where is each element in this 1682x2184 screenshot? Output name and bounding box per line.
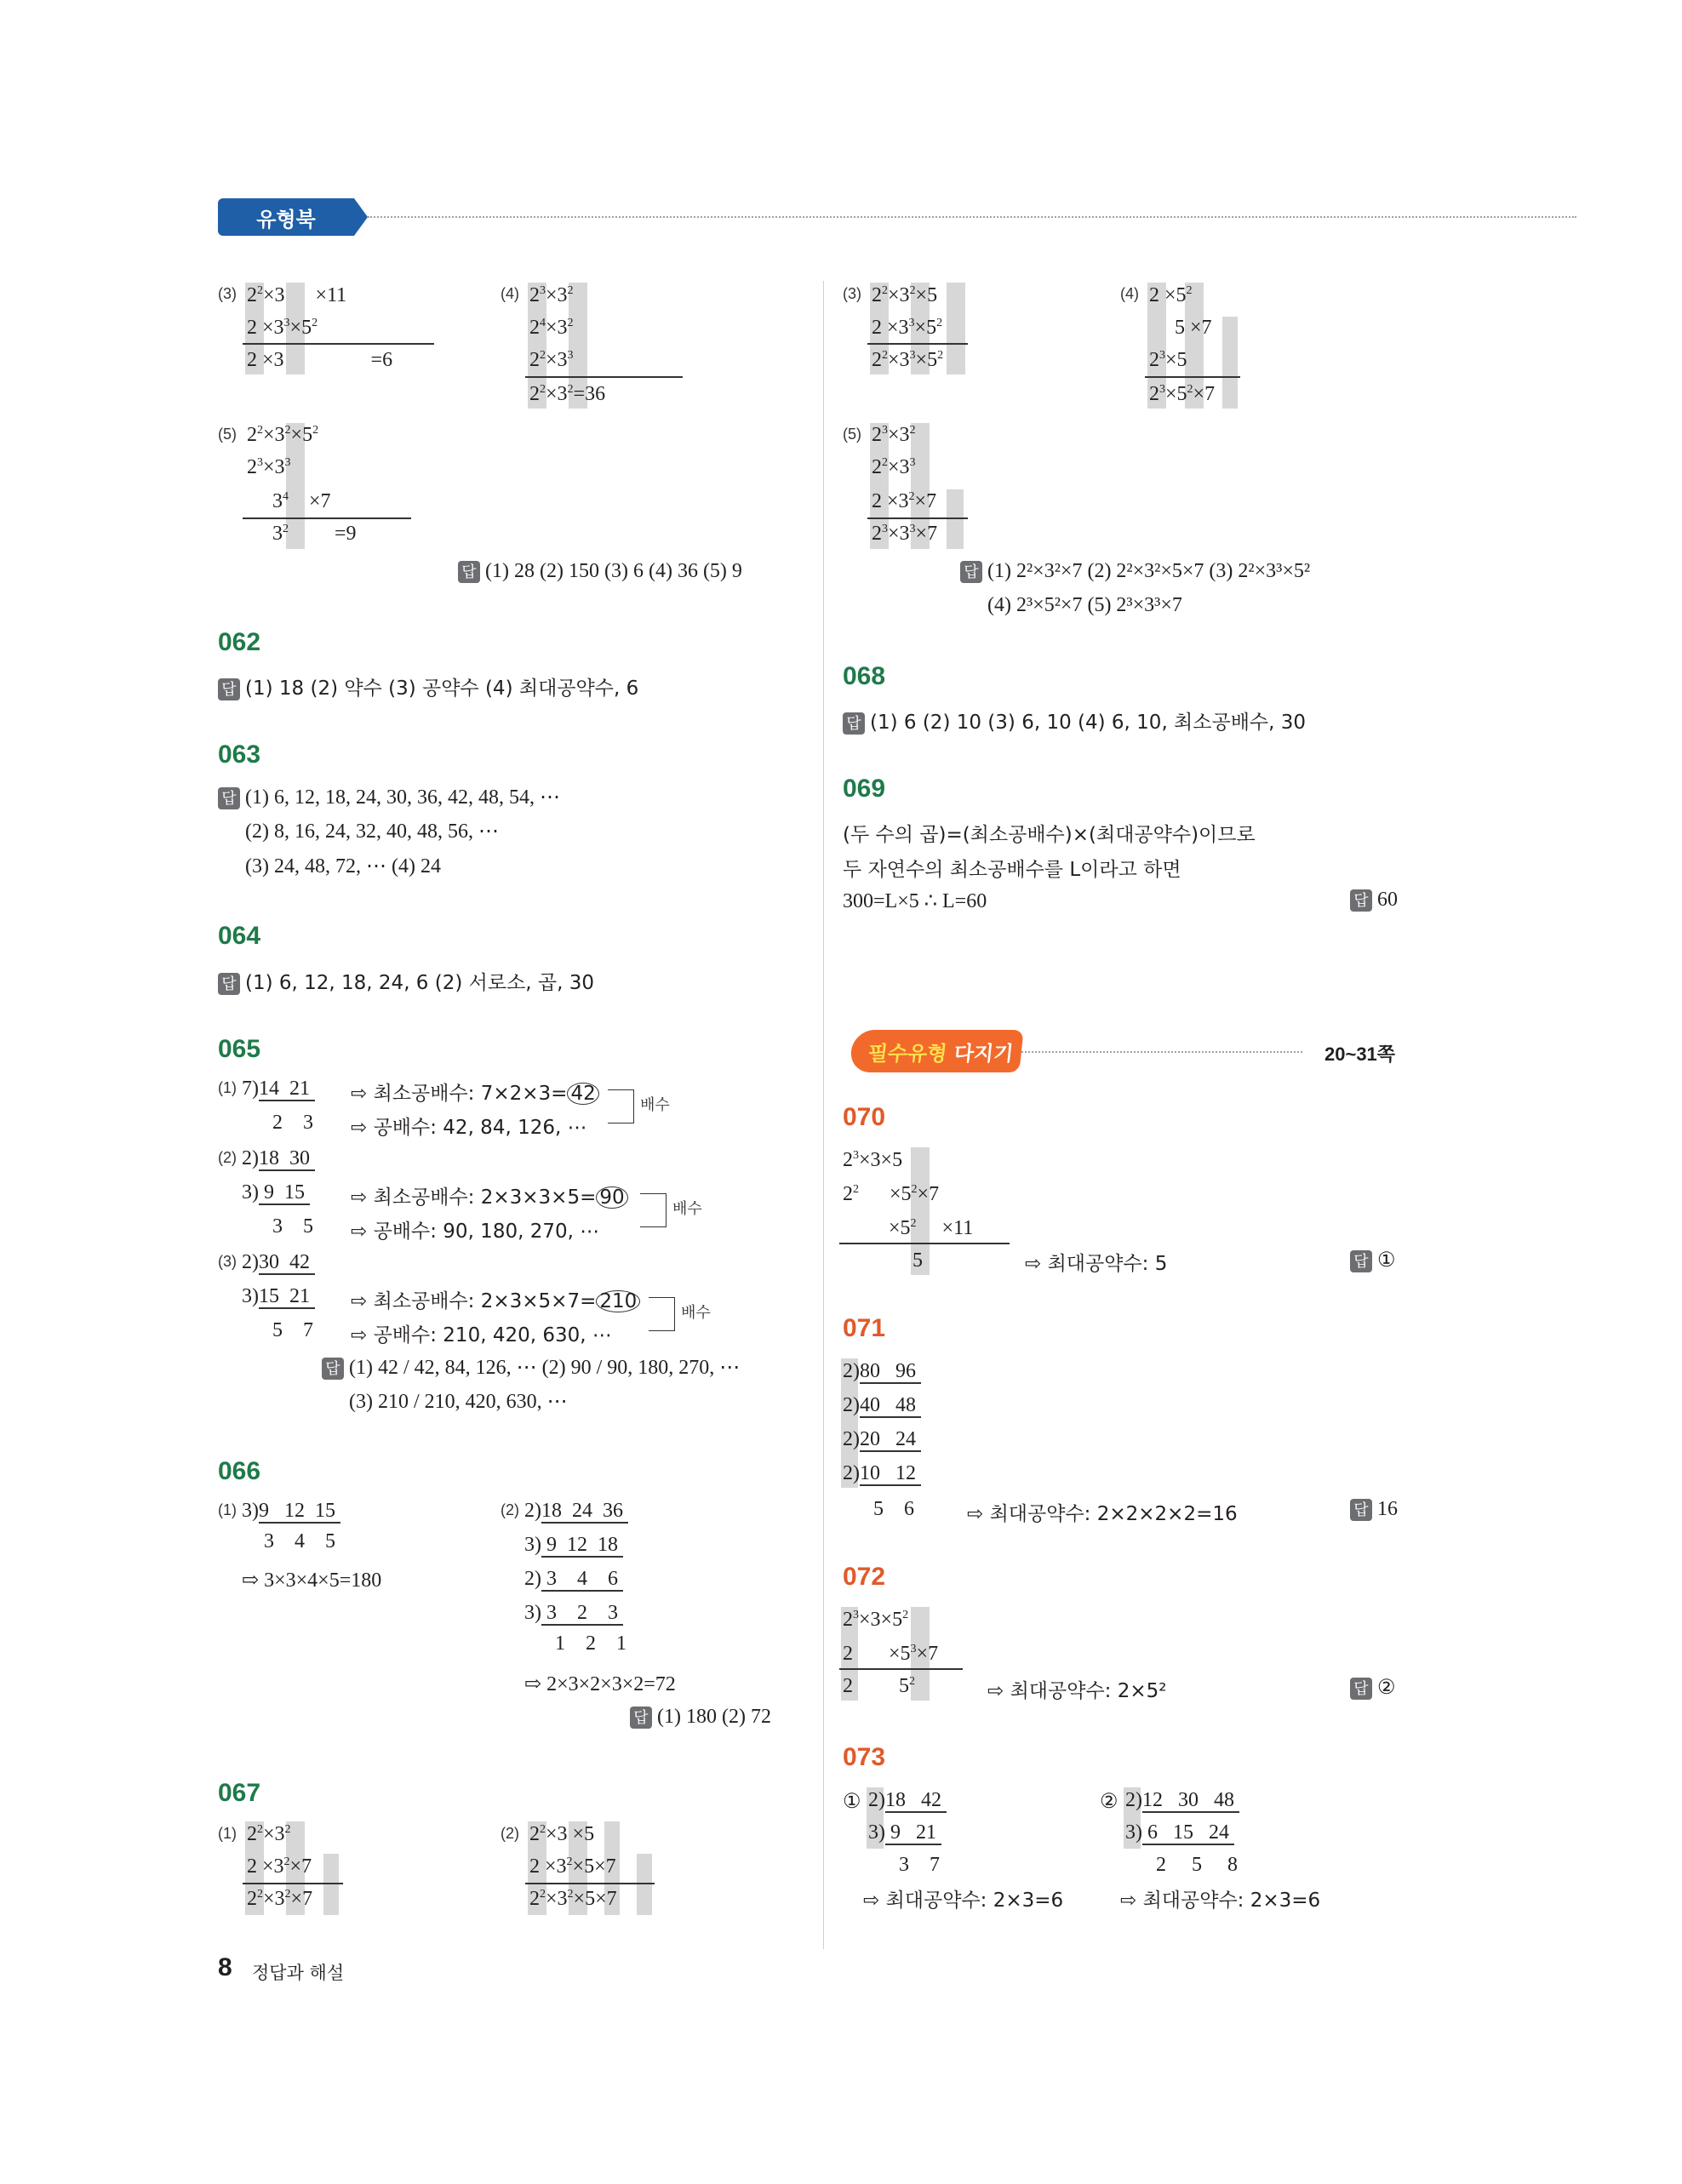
math-row: $2^2\times 3^3\times 5^2$ (872, 349, 944, 371)
math-row: 2 $\times 5^3\times 7$ (843, 1643, 939, 1665)
division-row: 1 2 1 (555, 1632, 626, 1655)
answer-line (322, 1355, 740, 1380)
lcm-circle: 210 (596, 1290, 640, 1312)
bracket-label: 배수 (672, 1200, 702, 1217)
math-row: 2 $5^2$ (843, 1675, 915, 1697)
answer-text: (1) 180 (2) 72 (657, 1706, 771, 1728)
math-row: $\times 5^2$ ×11 (843, 1217, 974, 1239)
multiples-line: ⇨ 공배수: 90, 180, 270, ⋯ (351, 1221, 600, 1243)
sub-label: (3) (218, 1253, 237, 1270)
answer-text: (1) 2²×3²×7 (2) 2²×3²×5×7 (3) 2²×3³×5² (987, 560, 1311, 582)
sub-label: (3) (218, 285, 237, 302)
sub-label: (1) (218, 1825, 237, 1842)
answer-line (1350, 1248, 1396, 1272)
answer-badge: 답 (458, 561, 480, 583)
answer-badge: 답 (218, 973, 240, 995)
division-row: 3) 9 15 (242, 1181, 310, 1203)
choice-marker: ① (843, 1791, 861, 1813)
column-divider (823, 281, 824, 1949)
result-line: ⇨ 최대공약수: 2×3=6 (863, 1890, 1064, 1912)
division-row: 2)10 12 (843, 1462, 921, 1484)
answer-badge: 답 (1350, 1678, 1372, 1700)
math-row: $2^2\times 3^2=36$ (529, 383, 606, 405)
division-row: 2)18 42 (868, 1789, 947, 1811)
math-row: $2^2\times 3^3$ (529, 349, 574, 371)
solution-line: (두 수의 곱)=(최소공배수)×(최대공약수)이므로 (843, 824, 1256, 846)
answer-line: (4) 2³×5²×7 (5) 2³×3³×7 (987, 594, 1182, 616)
result-line: ⇨ 최대공약수: 2×3=6 (1120, 1890, 1321, 1912)
page-range: 20~31쪽 (1324, 1043, 1396, 1065)
section-banner (849, 1030, 1023, 1072)
answer-text: 60 (1377, 889, 1398, 911)
sub-label: (5) (218, 426, 237, 443)
answer-line (1350, 889, 1398, 912)
sub-label: (3) (843, 285, 861, 302)
answer-text: 16 (1377, 1498, 1398, 1520)
answer-text: (1) 18 (2) 약수 (3) 공약수 (4) 최대공약수, 6 (245, 677, 639, 700)
answer-line: (3) 210 / 210, 420, 630, ⋯ (349, 1391, 568, 1413)
result-line: ⇨ 2×3×2×3×2=72 (524, 1673, 676, 1695)
solution-line: 300=L×5 ∴ L=60 (843, 890, 987, 912)
problem-number: 069 (843, 775, 886, 803)
sub-label: (1) (218, 1501, 237, 1518)
division-row: 3 7 (899, 1854, 940, 1876)
division-row: 2)18 24 36 (524, 1500, 628, 1522)
math-row: $2^3\times 5$ (1149, 349, 1187, 371)
problem-number: 073 (843, 1743, 886, 1771)
rule (1145, 376, 1240, 378)
shade-col (947, 489, 964, 549)
math-row: $2^3\times 3^2$ (529, 284, 574, 306)
shade-col (1222, 317, 1238, 409)
answer-text: (1) 28 (2) 150 (3) 6 (4) 36 (5) 9 (485, 560, 742, 582)
shade-col (637, 1854, 652, 1915)
problem-number: 068 (843, 662, 886, 690)
answer-badge: 답 (960, 561, 982, 583)
answer-badge: 답 (1350, 1499, 1372, 1521)
rule (839, 1243, 1010, 1244)
problem-number: 062 (218, 628, 261, 656)
math-row: $2^3\times 3^3\times 7$ (872, 523, 938, 545)
math-row: $2^2\times 3 \times 5$ (529, 1823, 595, 1845)
division-row: 2)30 42 (242, 1251, 315, 1273)
result-text: =9 (335, 523, 357, 545)
math-row: $2^3\times 3\times 5$ (843, 1149, 903, 1171)
math-row: $2^3\times 3^3$ (247, 456, 291, 478)
math-row: $2^2\times 3^2$ (247, 1823, 291, 1845)
problem-number: 065 (218, 1035, 261, 1063)
answer-text: (1) 42 / 42, 84, 126, ⋯ (2) 90 / 90, 180, 270, ⋯ (349, 1357, 741, 1379)
division-row: 7)14 21 (242, 1078, 315, 1100)
lcm-text: ⇨ 최소공배수: 2×3×3×5= (351, 1186, 597, 1209)
page-number: 8 (218, 1953, 232, 1981)
answer-line (1350, 1675, 1396, 1700)
lcm-line (351, 1181, 628, 1209)
lcm-text: ⇨ 최소공배수: 7×2×3= (351, 1083, 568, 1105)
answer-line (960, 560, 1310, 583)
answer-text: (1) 6, 12, 18, 24, 6 (2) 서로소, 곱, 30 (245, 972, 595, 994)
math-row: $2^3\times 3\times 5^2$ (843, 1609, 909, 1631)
lcm-line (351, 1285, 640, 1313)
answer-line (218, 967, 594, 995)
division-row: 2 3 (272, 1112, 313, 1134)
answer-badge: 답 (1350, 889, 1372, 912)
math-row: $3^4$ ×7 (247, 490, 331, 512)
bracket-label: 배수 (640, 1096, 670, 1113)
choice-marker: ② (1100, 1791, 1118, 1813)
division-row: 2)80 96 (843, 1360, 921, 1382)
problem-number: 067 (218, 1779, 261, 1807)
result-text: =36 (573, 383, 606, 405)
rule (243, 1883, 343, 1884)
rule (243, 343, 434, 345)
shade-col (323, 1854, 339, 1915)
math-row: $2^2\times 3^2\times 5^2$ (247, 424, 319, 446)
math-row: $2^3\times 5^2\times 7$ (1149, 383, 1216, 405)
multiples-line: ⇨ 공배수: 210, 420, 630, ⋯ (351, 1324, 612, 1346)
answer-line (218, 785, 560, 809)
lcm-circle: 90 (596, 1186, 627, 1209)
answer-line: (3) 24, 48, 72, ⋯ (4) 24 (245, 855, 441, 878)
answer-badge: 답 (322, 1358, 344, 1380)
division-row: 3) 3 2 3 (524, 1602, 623, 1624)
problem-number: 066 (218, 1457, 261, 1485)
header-dotted-line (368, 216, 1576, 218)
multiple-bracket (608, 1089, 634, 1123)
rule (867, 343, 968, 345)
division-row: 3 4 5 (264, 1530, 335, 1552)
math-row: $3^2$ =9 (247, 523, 357, 545)
division-row: 3 5 (272, 1215, 313, 1238)
answer-badge: 답 (218, 787, 240, 809)
division-row: 2)40 48 (843, 1394, 921, 1416)
rule (867, 517, 968, 519)
answer-line (630, 1706, 771, 1729)
shade-col (947, 283, 965, 374)
banner-part1: 필수유형 (867, 1041, 948, 1066)
division-row: 2)12 30 48 (1125, 1789, 1239, 1811)
math-row: $2^2\times 3$ ×11 (247, 284, 347, 306)
answer-line: (2) 8, 16, 24, 32, 40, 48, 56, ⋯ (245, 820, 499, 843)
problem-number: 072 (843, 1563, 886, 1591)
math-row: $2^2\times 3^3$ (872, 456, 916, 478)
multiple-bracket (640, 1193, 667, 1227)
math-row: $2 \times 5^2$ (1149, 284, 1193, 306)
division-row: 5 7 (272, 1319, 313, 1341)
math-row: $2^2\times 3^2\times 7$ (247, 1888, 313, 1910)
lcm-text: ⇨ 최소공배수: 2×3×5×7= (351, 1290, 597, 1312)
math-row: 5 (913, 1249, 923, 1272)
math-row: $2^2\times 3^2\times 5$ (872, 284, 938, 306)
problem-number: 064 (218, 922, 261, 950)
answer-line (843, 706, 1306, 735)
sub-label: (4) (501, 285, 519, 302)
answer-badge: 답 (1350, 1250, 1372, 1272)
math-row: 2 ×3 =6 (247, 349, 393, 371)
section-tab: 유형북 (218, 198, 354, 236)
answer-text: (1) 6 (2) 10 (3) 6, 10 (4) 6, 10, 최소공배수, 30 (870, 712, 1307, 734)
answer-line (1350, 1498, 1398, 1521)
banner-part2: 다지기 (953, 1041, 1015, 1066)
sub-label: (2) (501, 1825, 519, 1842)
answer-badge: 답 (843, 712, 865, 735)
sub-label: (2) (218, 1149, 237, 1166)
division-row: 3) 6 15 24 (1125, 1821, 1234, 1844)
division-row: 3)15 21 (242, 1285, 315, 1307)
math-row: $2^4\times 3^2$ (529, 317, 574, 339)
rule (525, 1883, 655, 1884)
result-line: ⇨ 최대공약수: 5 (1025, 1253, 1168, 1275)
bracket-label: 배수 (681, 1304, 711, 1321)
sub-label: (4) (1120, 285, 1139, 302)
sub-label: (2) (501, 1501, 519, 1518)
banner-dotted-line (1021, 1051, 1302, 1053)
answer-line (458, 560, 742, 583)
answer-text: ① (1377, 1249, 1396, 1272)
division-row: 5 6 (873, 1498, 914, 1520)
answer-badge: 답 (630, 1707, 652, 1729)
problem-number: 071 (843, 1314, 886, 1342)
problem-number: 063 (218, 740, 261, 769)
division-row: 3)9 12 15 (242, 1500, 340, 1522)
math-row: $2 \times 3^3\times 5^2$ (872, 317, 943, 339)
sub-label: (5) (843, 426, 861, 443)
problem-number: 070 (843, 1103, 886, 1131)
lcm-line (351, 1078, 599, 1106)
answer-line (218, 672, 638, 700)
multiple-bracket (649, 1297, 675, 1331)
sub-label: (1) (218, 1079, 237, 1096)
rule (243, 517, 411, 519)
rule (525, 376, 683, 378)
math-row: $2^2$ $\times 5^2\times 7$ (843, 1183, 940, 1205)
division-row: 2)18 30 (242, 1147, 315, 1169)
result-line: ⇨ 3×3×4×5=180 (242, 1569, 382, 1592)
answer-text: (1) 6, 12, 18, 24, 30, 36, 42, 48, 54, ⋯ (245, 786, 560, 809)
math-row: $2 \times 3^2\times 7$ (872, 490, 937, 512)
division-row: 3) 9 12 18 (524, 1534, 623, 1556)
lcm-circle: 42 (567, 1083, 598, 1105)
division-row: 2)20 24 (843, 1428, 921, 1450)
math-row: $2 \times 3^2\times 7$ (247, 1855, 312, 1878)
math-row: 5 ×7 (1149, 317, 1212, 339)
result-line: ⇨ 최대공약수: 2×2×2×2=16 (967, 1503, 1238, 1525)
division-row: 2 5 8 (1156, 1854, 1238, 1876)
math-row: $2^2\times 3^2\times 5\times 7$ (529, 1888, 617, 1910)
solution-line: 두 자연수의 최소공배수를 L이라고 하면 (843, 859, 1181, 881)
multiples-line: ⇨ 공배수: 42, 84, 126, ⋯ (351, 1117, 587, 1139)
footer-label: 정답과 해설 (252, 1963, 345, 1983)
math-row: $2^3\times 3^2$ (872, 424, 916, 446)
division-row: 3) 9 21 (868, 1821, 941, 1844)
division-row: 2) 3 4 6 (524, 1568, 623, 1590)
math-row: $2 \times 3^3\times 5^2$ (247, 317, 318, 339)
result-line: ⇨ 최대공약수: 2×5² (987, 1680, 1167, 1702)
answer-badge: 답 (218, 678, 240, 700)
answer-text: ② (1377, 1677, 1396, 1699)
rule (839, 1668, 963, 1670)
math-row: $2 \times 3^2\times 5\times 7$ (529, 1855, 616, 1878)
